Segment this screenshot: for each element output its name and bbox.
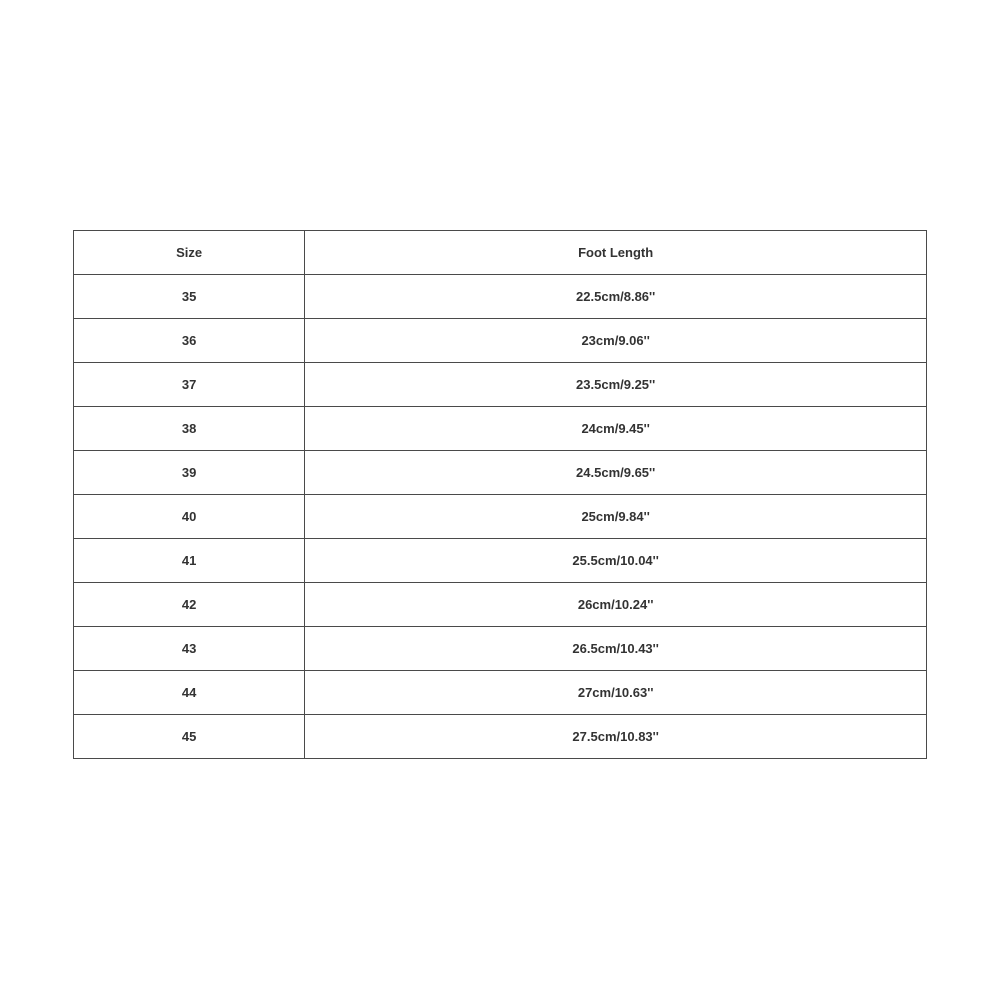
- header-foot-length: Foot Length: [305, 231, 927, 275]
- table-row: [74, 495, 927, 539]
- cell-foot-length: 26cm/10.24'': [305, 583, 927, 627]
- cell-foot-length: 22.5cm/8.86'': [305, 275, 927, 319]
- cell-foot-length: 25cm/9.84'': [305, 495, 927, 539]
- table-row: [74, 715, 927, 759]
- cell-size: 41: [74, 539, 305, 583]
- table-row: [74, 539, 927, 583]
- cell-size: 36: [74, 319, 305, 363]
- header-size: Size: [74, 231, 305, 275]
- cell-foot-length: 23.5cm/9.25'': [305, 363, 927, 407]
- table-row: [74, 627, 927, 671]
- size-chart-table: [73, 230, 927, 759]
- cell-foot-length: 24.5cm/9.65'': [305, 451, 927, 495]
- cell-foot-length: 25.5cm/10.04'': [305, 539, 927, 583]
- cell-size: 39: [74, 451, 305, 495]
- cell-foot-length: 24cm/9.45'': [305, 407, 927, 451]
- cell-size: 45: [74, 715, 305, 759]
- table-row: [74, 407, 927, 451]
- cell-size: 42: [74, 583, 305, 627]
- table-row: [74, 671, 927, 715]
- cell-foot-length: 23cm/9.06'': [305, 319, 927, 363]
- table-row: [74, 275, 927, 319]
- table-row: [74, 451, 927, 495]
- cell-size: 40: [74, 495, 305, 539]
- cell-size: 44: [74, 671, 305, 715]
- cell-size: 43: [74, 627, 305, 671]
- cell-foot-length: 27.5cm/10.83'': [305, 715, 927, 759]
- cell-size: 37: [74, 363, 305, 407]
- cell-size: 38: [74, 407, 305, 451]
- cell-size: 35: [74, 275, 305, 319]
- table-row: [74, 319, 927, 363]
- cell-foot-length: 26.5cm/10.43'': [305, 627, 927, 671]
- table-row: [74, 583, 927, 627]
- table-header-row: [74, 231, 927, 275]
- cell-foot-length: 27cm/10.63'': [305, 671, 927, 715]
- table-row: [74, 363, 927, 407]
